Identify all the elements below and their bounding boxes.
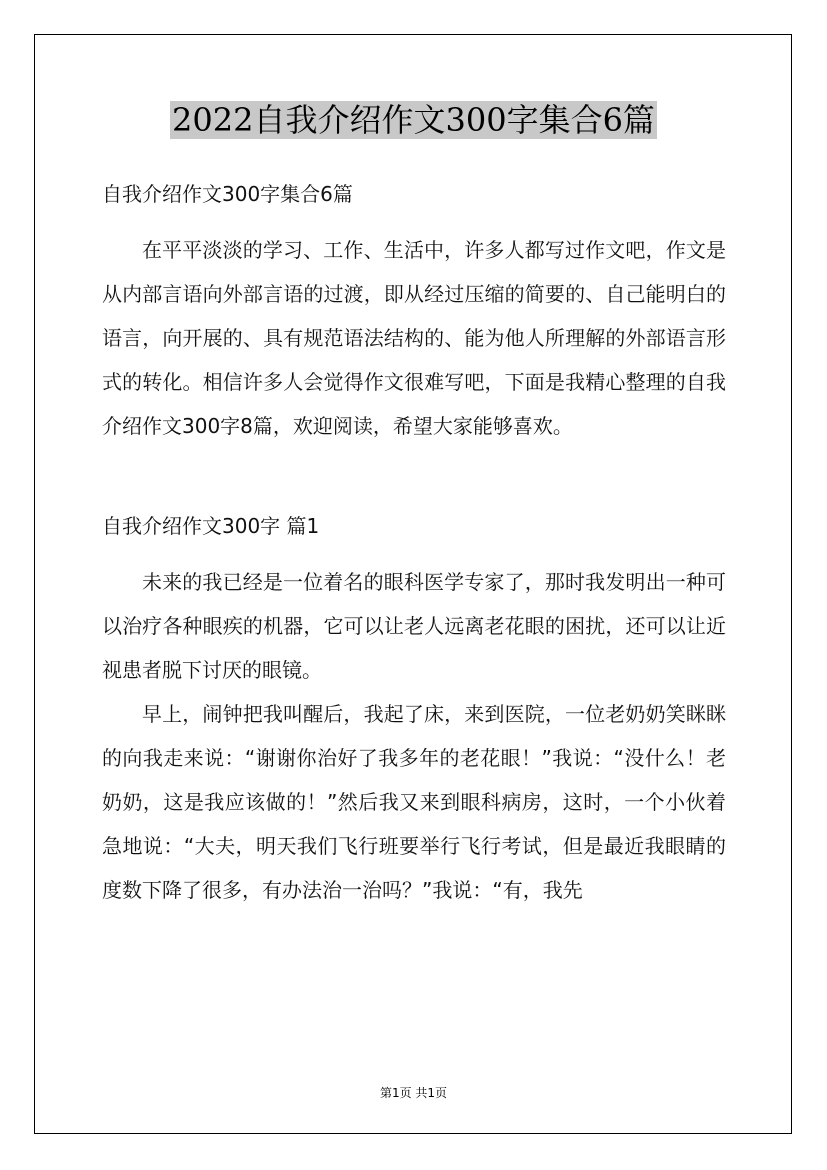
body-paragraph: 早上，闹钟把我叫醒后，我起了床，来到医院，一位老奶奶笑眯眯的向我走来说：“谢谢你治好了我多年的老花眼！”我说：“没什么！老奶奶，这是我应该做的！”然后我又来到眼科病房，这时，一个小伙着急地说：“大夫，明天我们飞行班要举行飞行考试，但是最近我眼睛的度数下降了很多，有办法治一治吗？”我说：“有，我先	[102, 702, 726, 902]
document-body	[102, 172, 726, 912]
section-heading: 自我介绍作文300字 篇1	[102, 514, 320, 538]
document-title	[0, 98, 827, 142]
body-paragraph: 未来的我已经是一位着名的眼科医学专家了，那时我发明出一种可以治疗各种眼疾的机器，它可以让老人远离老花眼的困扰，还可以让近视患者脱下讨厌的眼镜。	[102, 570, 726, 682]
intro-paragraph: 在平平淡淡的学习、工作、生活中，许多人都写过作文吧，作文是从内部言语向外部言语的过渡，即从经过压缩的简要的、自己能明白的语言，向开展的、具有规范语法结构的、能为他人所理解的外部语言形式的转化。相信许多人会觉得作文很难写吧，下面是我精心整理的自我介绍作文300字8篇，欢迎阅读，希望大家能够喜欢。	[102, 238, 726, 438]
page-footer: 第1页 共1页	[379, 1086, 448, 1100]
document-subtitle: 自我介绍作文300字集合6篇	[102, 182, 353, 206]
title-text: 2022自我介绍作文300字集合6篇	[172, 101, 655, 139]
